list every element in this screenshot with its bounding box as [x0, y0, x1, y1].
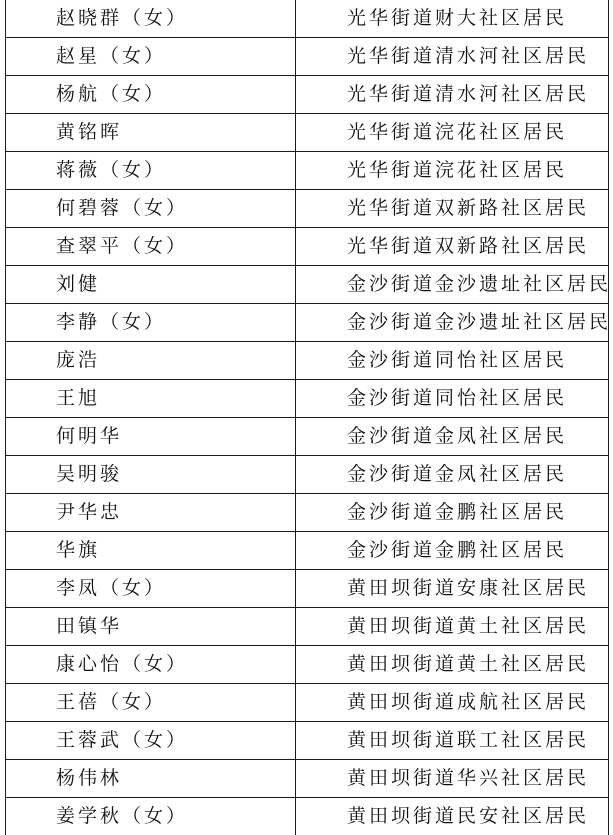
resident-roster-table	[5, 0, 612, 835]
resident-address-cell: 光华街道双新路社区居民	[296, 228, 609, 266]
table-row	[6, 304, 609, 342]
resident-address-cell: 金沙街道金沙遗址社区居民	[296, 266, 609, 304]
table-row	[6, 266, 609, 304]
resident-address-cell: 金沙街道金凤社区居民	[296, 456, 609, 494]
resident-name-cell: 杨伟林	[6, 760, 296, 798]
table-row	[6, 76, 609, 114]
resident-address-cell: 光华街道清水河社区居民	[296, 76, 609, 114]
resident-name-cell: 查翠平（女）	[6, 228, 296, 266]
table-row	[6, 494, 609, 532]
table-row	[6, 532, 609, 570]
resident-name-cell: 赵晓群（女）	[6, 0, 296, 38]
resident-address-cell: 金沙街道金沙遗址社区居民	[296, 304, 609, 342]
table-row	[6, 456, 609, 494]
resident-name-cell: 赵星（女）	[6, 38, 296, 76]
resident-name-cell: 田镇华	[6, 608, 296, 646]
resident-name-cell: 王旭	[6, 380, 296, 418]
resident-name-cell: 华旗	[6, 532, 296, 570]
resident-name-cell: 李静（女）	[6, 304, 296, 342]
resident-name-cell: 尹华忠	[6, 494, 296, 532]
resident-address-cell: 黄田坝街道民安社区居民	[296, 798, 609, 835]
resident-address-cell: 光华街道浣花社区居民	[296, 152, 609, 190]
resident-name-cell: 王蓉武（女）	[6, 722, 296, 760]
resident-address-cell: 光华街道财大社区居民	[296, 0, 609, 38]
table-row	[6, 228, 609, 266]
resident-name-cell: 杨航（女）	[6, 76, 296, 114]
resident-address-cell: 金沙街道金凤社区居民	[296, 418, 609, 456]
resident-name-cell: 康心怡（女）	[6, 646, 296, 684]
table-row	[6, 646, 609, 684]
table-row	[6, 608, 609, 646]
resident-address-cell: 金沙街道同怡社区居民	[296, 342, 609, 380]
resident-name-cell: 刘健	[6, 266, 296, 304]
table-row	[6, 342, 609, 380]
resident-address-cell: 黄田坝街道成航社区居民	[296, 684, 609, 722]
resident-address-cell: 金沙街道同怡社区居民	[296, 380, 609, 418]
resident-name-cell: 李凤（女）	[6, 570, 296, 608]
table-row	[6, 760, 609, 798]
resident-name-cell: 庞浩	[6, 342, 296, 380]
resident-name-cell: 王蓓（女）	[6, 684, 296, 722]
resident-name-cell: 姜学秋（女）	[6, 798, 296, 835]
resident-address-cell: 黄田坝街道黄土社区居民	[296, 608, 609, 646]
resident-name-cell: 何碧蓉（女）	[6, 190, 296, 228]
table-row	[6, 0, 609, 38]
resident-address-cell: 光华街道浣花社区居民	[296, 114, 609, 152]
resident-address-cell: 金沙街道金鹏社区居民	[296, 532, 609, 570]
table-row	[6, 798, 609, 835]
resident-address-cell: 金沙街道金鹏社区居民	[296, 494, 609, 532]
table-row	[6, 380, 609, 418]
resident-address-cell: 黄田坝街道黄土社区居民	[296, 646, 609, 684]
table-row	[6, 190, 609, 228]
resident-address-cell: 光华街道清水河社区居民	[296, 38, 609, 76]
table-row	[6, 570, 609, 608]
table-row	[6, 418, 609, 456]
resident-address-cell: 黄田坝街道安康社区居民	[296, 570, 609, 608]
table-row	[6, 152, 609, 190]
table-row	[6, 684, 609, 722]
resident-name-cell: 何明华	[6, 418, 296, 456]
resident-address-cell: 黄田坝街道华兴社区居民	[296, 760, 609, 798]
resident-address-cell: 光华街道双新路社区居民	[296, 190, 609, 228]
roster-body	[6, 0, 612, 835]
table-row	[6, 114, 609, 152]
resident-address-cell: 黄田坝街道联工社区居民	[296, 722, 609, 760]
table-row	[6, 38, 609, 76]
resident-name-cell: 吴明骏	[6, 456, 296, 494]
table-row	[6, 722, 609, 760]
resident-name-cell: 蒋薇（女）	[6, 152, 296, 190]
resident-name-cell: 黄铭晖	[6, 114, 296, 152]
